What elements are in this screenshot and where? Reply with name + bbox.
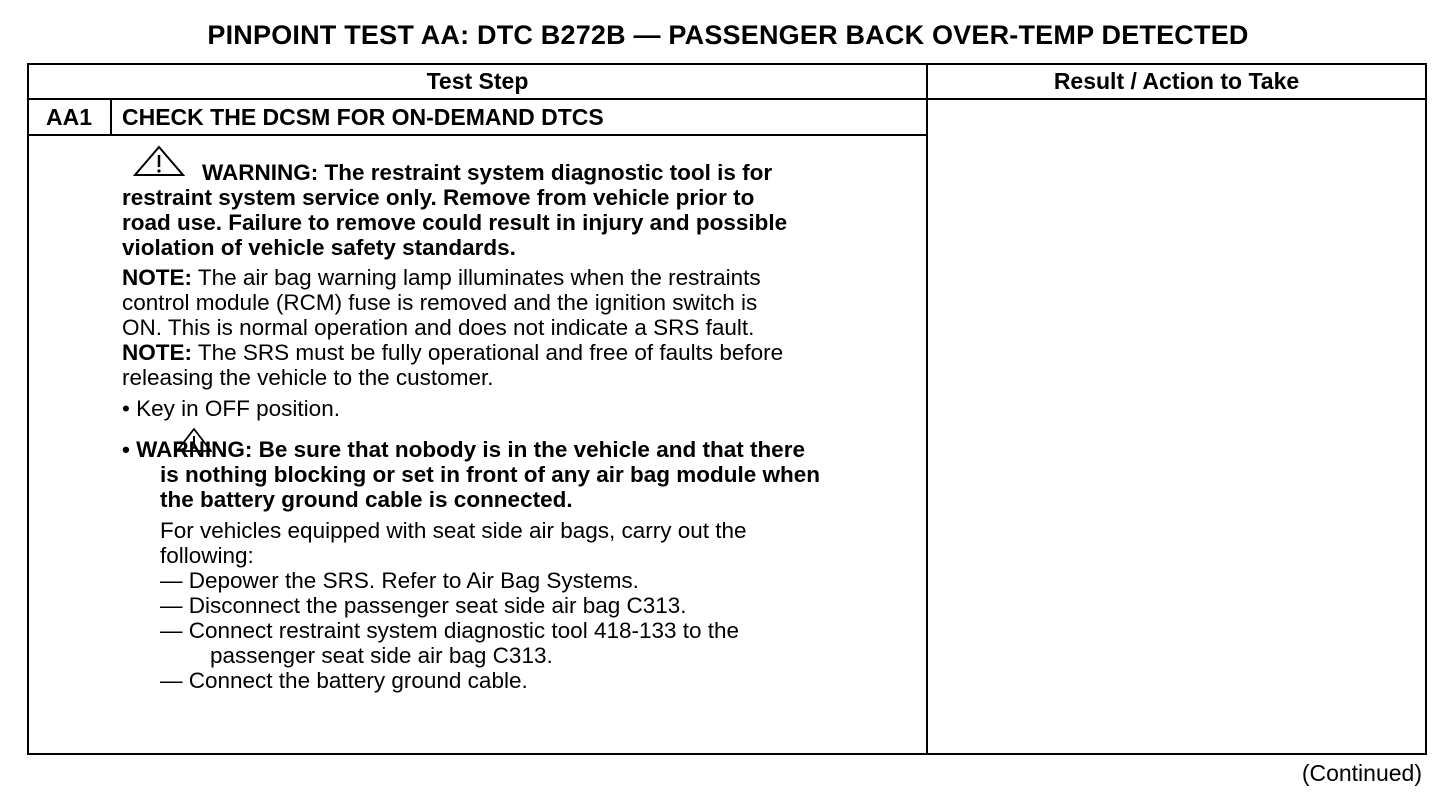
step-id-divider — [110, 98, 112, 136]
page-title: PINPOINT TEST AA: DTC B272B — PASSENGER BACK OVER-TEMP DETECTED — [207, 20, 1249, 50]
note-block-1: NOTE: The air bag warning lamp illuminates when the restraints control module (RCM) fuse is removed and the ignition switch is ON. This is normal operation and does not indicate a SRS fault. — [122, 265, 761, 340]
step-row-divider — [27, 134, 928, 136]
warning-block-2: • WARNING: Be sure that nobody is in the vehicle and that there is nothing blocking or set in front of any air bag module when the battery ground cable is connected. — [122, 437, 821, 512]
list-item: — Connect restraint system diagnostic tool 418-133 to the — [160, 618, 740, 643]
step-title: CHECK THE DCSM FOR ON-DEMAND DTCS — [122, 104, 604, 130]
list-item: — Depower the SRS. Refer to Air Bag Systems. — [160, 568, 639, 593]
warning-block-1: WARNING: The restraint system diagnostic tool is for restraint system service only. Remove from vehicle prior to road use. Failure to remove could result in injury and possible violation of vehicle safety standards. — [122, 160, 788, 260]
step-id: AA1 — [45, 104, 92, 130]
list-item: — Connect the battery ground cable. — [160, 668, 528, 693]
seat-side-intro: For vehicles equipped with seat side air bags, carry out the following: — [160, 518, 747, 568]
note-label: NOTE: — [122, 340, 192, 365]
list-item: passenger seat side air bag C313. — [210, 643, 553, 668]
bullet-key-off: • Key in OFF position. — [122, 396, 340, 421]
sub-step-list — [160, 568, 910, 693]
column-divider — [926, 63, 928, 755]
note-label: NOTE: — [122, 265, 192, 290]
continued-label: (Continued) — [1301, 760, 1422, 786]
list-item: — Disconnect the passenger seat side air bag C313. — [160, 593, 687, 618]
header-test-step: Test Step — [426, 68, 529, 94]
header-result-action: Result / Action to Take — [1053, 68, 1300, 94]
note-block-2: NOTE: The SRS must be fully operational and free of faults before releasing the vehicle to the customer. — [122, 340, 784, 390]
